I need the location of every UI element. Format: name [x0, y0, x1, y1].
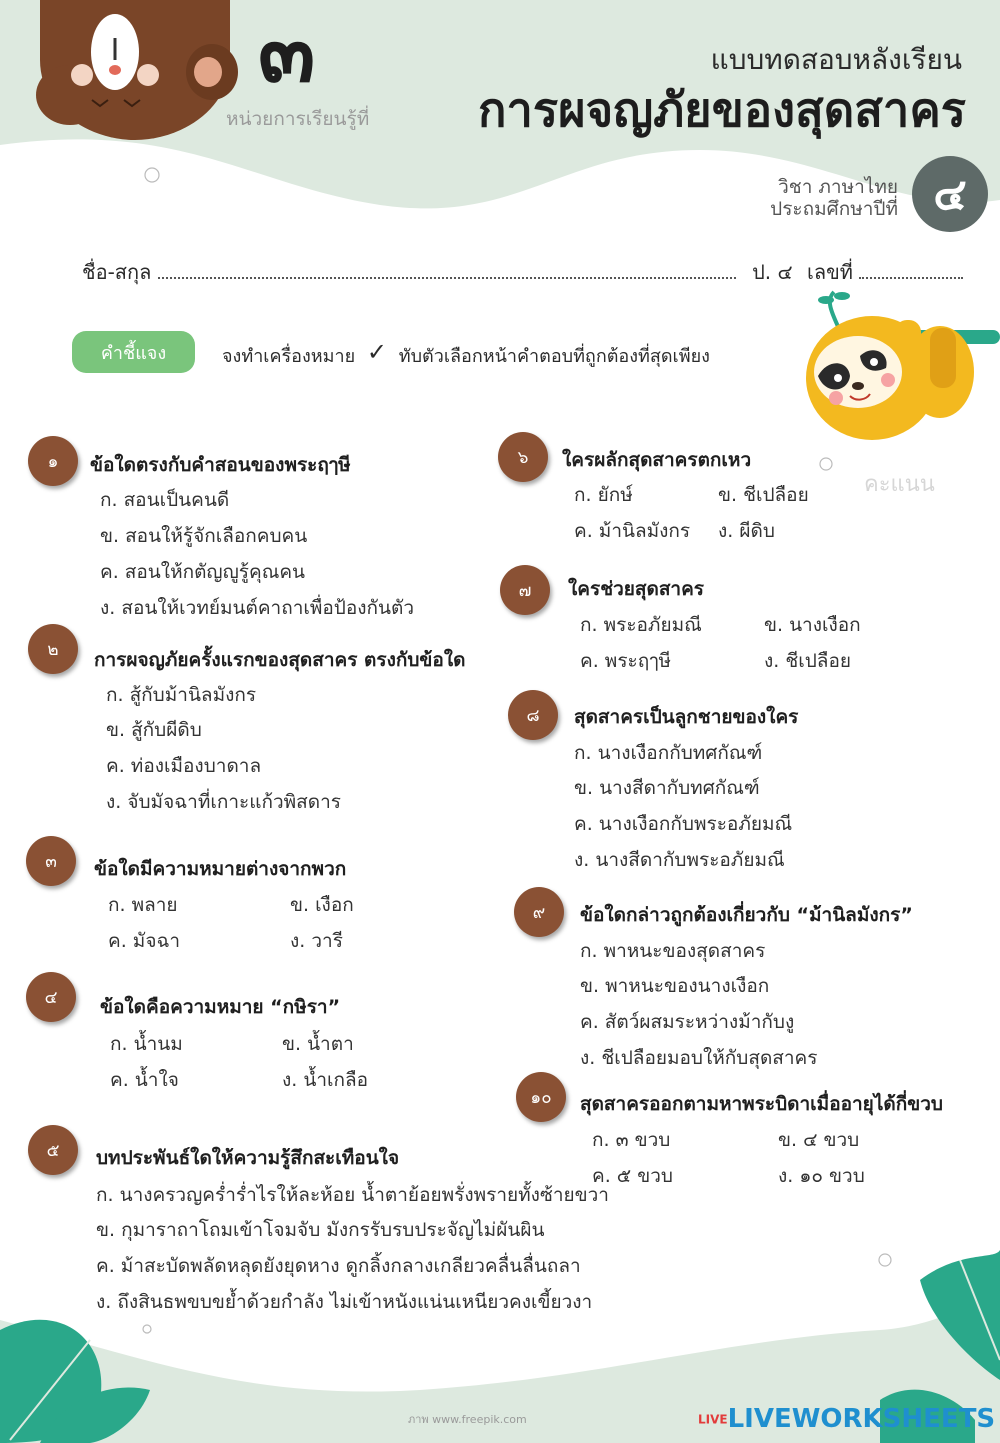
number-label: เลขที่ — [807, 260, 853, 284]
liveworksheets-logo[interactable] — [698, 1404, 995, 1434]
unit-label: หน่วยการเรียนรู้ที่ — [226, 108, 370, 130]
answer-option[interactable]: ข. นางเงือก — [764, 614, 861, 636]
answer-option[interactable]: ข. พาหนะของนางเงือก — [580, 975, 770, 997]
number-field[interactable] — [859, 259, 963, 279]
answer-option[interactable]: ข. กุมาราถาโถมเข้าโจมจับ มังกรรับรบประจัญไม่ผันผิน — [96, 1219, 545, 1241]
name-label: ชื่อ-สกุล — [82, 260, 152, 284]
answer-option[interactable]: ค. สัตว์ผสมระหว่างม้ากับงู — [580, 1011, 795, 1033]
instructions-text-before: จงทำเครื่องหมาย — [222, 346, 356, 367]
answer-option[interactable]: ก. พลาย — [108, 894, 178, 916]
answer-option[interactable]: ค. ท่องเมืองบาดาล — [106, 755, 262, 777]
answer-option[interactable]: ง. ชีเปลือยมอบให้กับสุดสาคร — [580, 1047, 818, 1069]
question-text: สุดสาครเป็นลูกชายของใคร — [574, 706, 799, 728]
name-field[interactable] — [158, 259, 736, 279]
question-text: ข้อใดกล่าวถูกต้องเกี่ยวกับ “ม้านิลมังกร” — [580, 904, 913, 926]
image-credit: ภาพ www.freepik.com — [408, 1413, 527, 1426]
grade-badge: ๔ — [912, 156, 988, 232]
answer-option[interactable]: ง. นางสีดากับพระอภัยมณี — [574, 849, 785, 871]
answer-option[interactable]: ค. น้ำใจ — [110, 1069, 179, 1091]
instructions-button: คำชี้แจง — [72, 331, 195, 373]
instructions-text — [222, 340, 710, 370]
answer-option[interactable]: ข. สอนให้รู้จักเลือกคบคน — [100, 525, 308, 547]
answer-option[interactable]: ก. นางครวญคร่ำร่ำไรให้ละห้อย น้ำตาย้อยพรั่งพรายทั้งซ้ายขวา — [96, 1184, 609, 1206]
question-text: ข้อใดมีความหมายต่างจากพวก — [94, 858, 347, 880]
logo-small-text: LIVE — [698, 1412, 728, 1427]
class-label: ป. ๔ — [752, 260, 793, 284]
question-number-badge: ๗ — [500, 565, 550, 615]
check-mark-icon: ✓ — [366, 338, 387, 366]
question-text: ใครช่วยสุดสาคร — [568, 578, 705, 600]
answer-option[interactable]: ก. สู้กับม้านิลมังกร — [106, 684, 257, 706]
question-number-badge: ๖ — [498, 432, 548, 482]
answer-option[interactable]: ข. เงือก — [290, 894, 354, 916]
answer-option[interactable]: ข. นางสีดากับทศกัณฑ์ — [574, 777, 760, 799]
answer-option[interactable]: ง. ผีดิบ — [718, 520, 775, 542]
question-text: การผจญภัยครั้งแรกของสุดสาคร ตรงกับข้อใด — [94, 649, 466, 671]
answer-option[interactable]: ง. ถึงสินธพขบขย้ำด้วยกำลัง ไม่เข้าหนังแน่นเหนียวคงเขี้ยวงา — [96, 1291, 593, 1313]
student-info-line — [82, 256, 963, 288]
question-number-badge: ๔ — [26, 972, 76, 1022]
answer-option[interactable]: ก. พาหนะของสุดสาคร — [580, 940, 766, 962]
answer-option[interactable]: ข. ๔ ขวบ — [778, 1129, 860, 1151]
answer-option[interactable]: ค. พระฤๅษี — [580, 650, 672, 672]
answer-option[interactable]: ข. ชีเปลือย — [718, 484, 809, 506]
answer-option[interactable]: ค. สอนให้กตัญญูรู้คุณคน — [100, 561, 306, 583]
answer-option[interactable]: ค. ม้านิลมังกร — [574, 520, 691, 542]
score-label: คะแนน — [864, 472, 935, 497]
answer-option[interactable]: ก. สอนเป็นคนดี — [100, 489, 230, 511]
page-subtitle: แบบทดสอบหลังเรียน — [710, 43, 962, 76]
question-number-badge: ๒ — [28, 624, 78, 674]
answer-option[interactable]: ง. วารี — [290, 930, 343, 952]
question-text: สุดสาครออกตามหาพระบิดาเมื่ออายุได้กี่ขวบ — [580, 1093, 943, 1115]
answer-option[interactable]: ก. ยักษ์ — [574, 484, 633, 506]
question-number-badge: ๙ — [514, 887, 564, 937]
question-number-badge: ๑ — [28, 436, 78, 486]
answer-option[interactable]: ค. ม้าสะบัดพลัดหลุดยังยุดหาง ดูกลิ้งกลางเกลียวคลื่นลื่นถลา — [96, 1255, 581, 1277]
sloth-illustration — [806, 292, 1000, 440]
answer-option[interactable]: ง. ชีเปลือย — [764, 650, 851, 672]
question-number-badge: ๓ — [26, 836, 76, 886]
question-text: ใครผลักสุดสาครตกเหว — [562, 449, 752, 471]
answer-option[interactable]: ง. ๑๐ ขวบ — [778, 1165, 865, 1187]
question-number-badge: ๘ — [508, 690, 558, 740]
unit-number: ๓ — [258, 3, 316, 101]
question-text: ข้อใดคือความหมาย “กษิรา” — [100, 996, 341, 1018]
answer-option[interactable]: ง. สอนให้เวทย์มนต์คาถาเพื่อป้องกันตัว — [100, 597, 415, 619]
answer-option[interactable]: ก. ๓ ขวบ — [592, 1129, 671, 1151]
question-number-badge: ๕ — [28, 1125, 78, 1175]
answer-option[interactable]: ข. สู้กับผีดิบ — [106, 719, 202, 741]
question-text: ข้อใดตรงกับคำสอนของพระฤๅษี — [90, 454, 351, 476]
instructions-text-after: ทับตัวเลือกหน้าคำตอบที่ถูกต้องที่สุดเพียง — [398, 346, 710, 367]
subject-line: วิชา ภาษาไทย — [778, 176, 898, 198]
answer-option[interactable]: ค. มัจฉา — [108, 930, 181, 952]
question-text: บทประพันธ์ใดให้ความรู้สึกสะเทือนใจ — [96, 1147, 400, 1169]
answer-option[interactable]: ค. นางเงือกกับพระอภัยมณี — [574, 813, 793, 835]
page-title: การผจญภัยของสุดสาคร — [477, 83, 966, 138]
answer-option[interactable]: ก. พระอภัยมณี — [580, 614, 702, 636]
logo-text: LIVEWORKSHEETS — [727, 1404, 996, 1434]
answer-option[interactable]: ก. น้ำนม — [110, 1033, 183, 1055]
answer-option[interactable]: ง. น้ำเกลือ — [282, 1069, 369, 1091]
answer-option[interactable]: ข. น้ำตา — [282, 1033, 354, 1055]
answer-option[interactable]: ก. นางเงือกกับทศกัณฑ์ — [574, 742, 763, 764]
question-number-badge: ๑๐ — [516, 1072, 566, 1122]
grade-line: ประถมศึกษาปีที่ — [770, 197, 898, 220]
answer-option[interactable]: ค. ๕ ขวบ — [592, 1165, 673, 1187]
subject-info — [770, 177, 898, 221]
answer-option[interactable]: ง. จับมัจฉาที่เกาะแก้วพิสดาร — [106, 791, 341, 813]
